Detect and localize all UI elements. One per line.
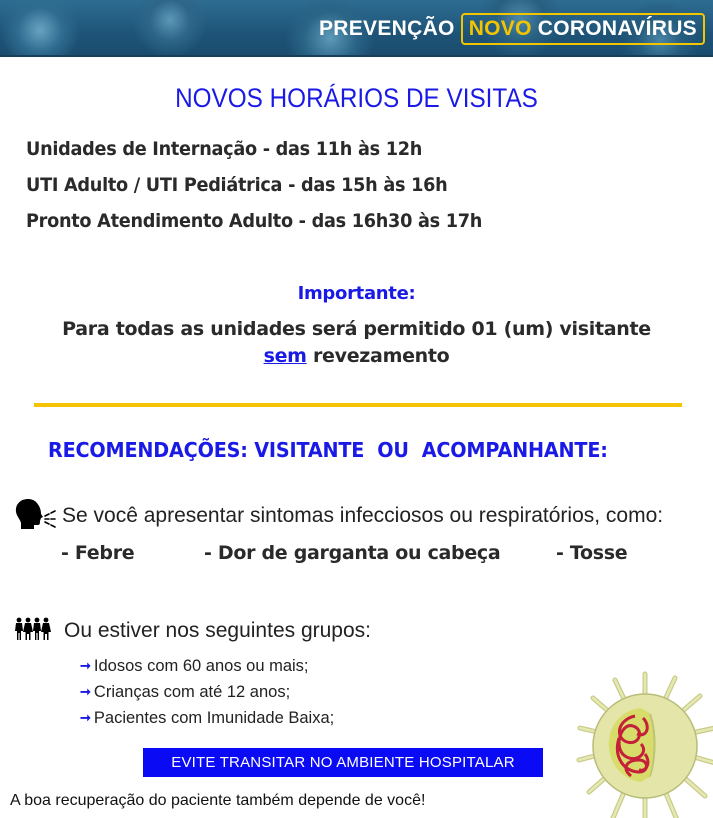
symptoms-intro — [14, 497, 663, 535]
symptom-item: - Dor de garganta ou cabeça — [204, 542, 501, 564]
group-item-label: Pacientes com Imunidade Baixa; — [93, 708, 335, 727]
important-line-2-rest: revezamento — [306, 345, 450, 367]
group-item-label: Crianças com até 12 anos; — [93, 682, 291, 701]
groups-list — [80, 653, 334, 731]
page-title: NOVOS HORÁRIOS DE VISITAS — [175, 83, 538, 113]
banner-highlight-box — [461, 13, 705, 45]
groups-intro — [14, 617, 371, 645]
banner-title — [319, 9, 705, 49]
coughing-person-icon — [14, 497, 60, 535]
groups-intro-text: Ou estiver nos seguintes grupos: — [64, 619, 372, 642]
banner-suffix: CORONAVÍRUS — [537, 17, 697, 40]
footer-text: A boa recuperação do paciente também depende de você! — [10, 792, 426, 809]
group-item — [80, 679, 334, 705]
symptoms-intro-text: Se você apresentar sintomas infecciosos ou respiratórios, como: — [62, 504, 664, 527]
schedule-list — [26, 135, 516, 243]
group-item — [80, 705, 334, 731]
cta-banner: EVITE TRANSITAR NO AMBIENTE HOSPITALAR — [143, 748, 543, 777]
emphasis-sem: sem — [263, 345, 307, 367]
divider — [34, 403, 682, 407]
schedule-item: Pronto Atendimento Adulto - das 16h30 às 17h — [26, 210, 483, 232]
symptom-item: - Tosse — [556, 542, 628, 564]
schedule-item: UTI Adulto / UTI Pediátrica - das 15h às 16h — [26, 174, 448, 196]
group-item — [80, 653, 334, 679]
people-group-icon — [14, 617, 52, 645]
important-label: Importante: — [297, 283, 416, 304]
important-text — [0, 316, 713, 370]
group-item-label: Idosos com 60 anos ou mais; — [93, 656, 309, 675]
arrow-right-icon: ➞ — [80, 684, 91, 699]
banner-prefix: PREVENÇÃO — [318, 17, 455, 40]
schedule-item: Unidades de Internação - das 11h às 12h — [26, 138, 423, 160]
arrow-right-icon: ➞ — [80, 658, 91, 673]
symptoms-list — [0, 542, 713, 570]
symptom-item: - Febre — [61, 542, 135, 564]
important-line-1: Para todas as unidades será permitido 01 (um) visitante — [62, 318, 651, 340]
arrow-right-icon: ➞ — [80, 710, 91, 725]
important-line-2 — [0, 343, 713, 370]
recommendations-title: RECOMENDAÇÕES: VISITANTE OU ACOMPANHANTE: — [48, 438, 608, 462]
header-banner — [0, 0, 713, 57]
banner-highlight: NOVO — [468, 17, 532, 40]
virus-illustration-icon — [575, 668, 713, 818]
